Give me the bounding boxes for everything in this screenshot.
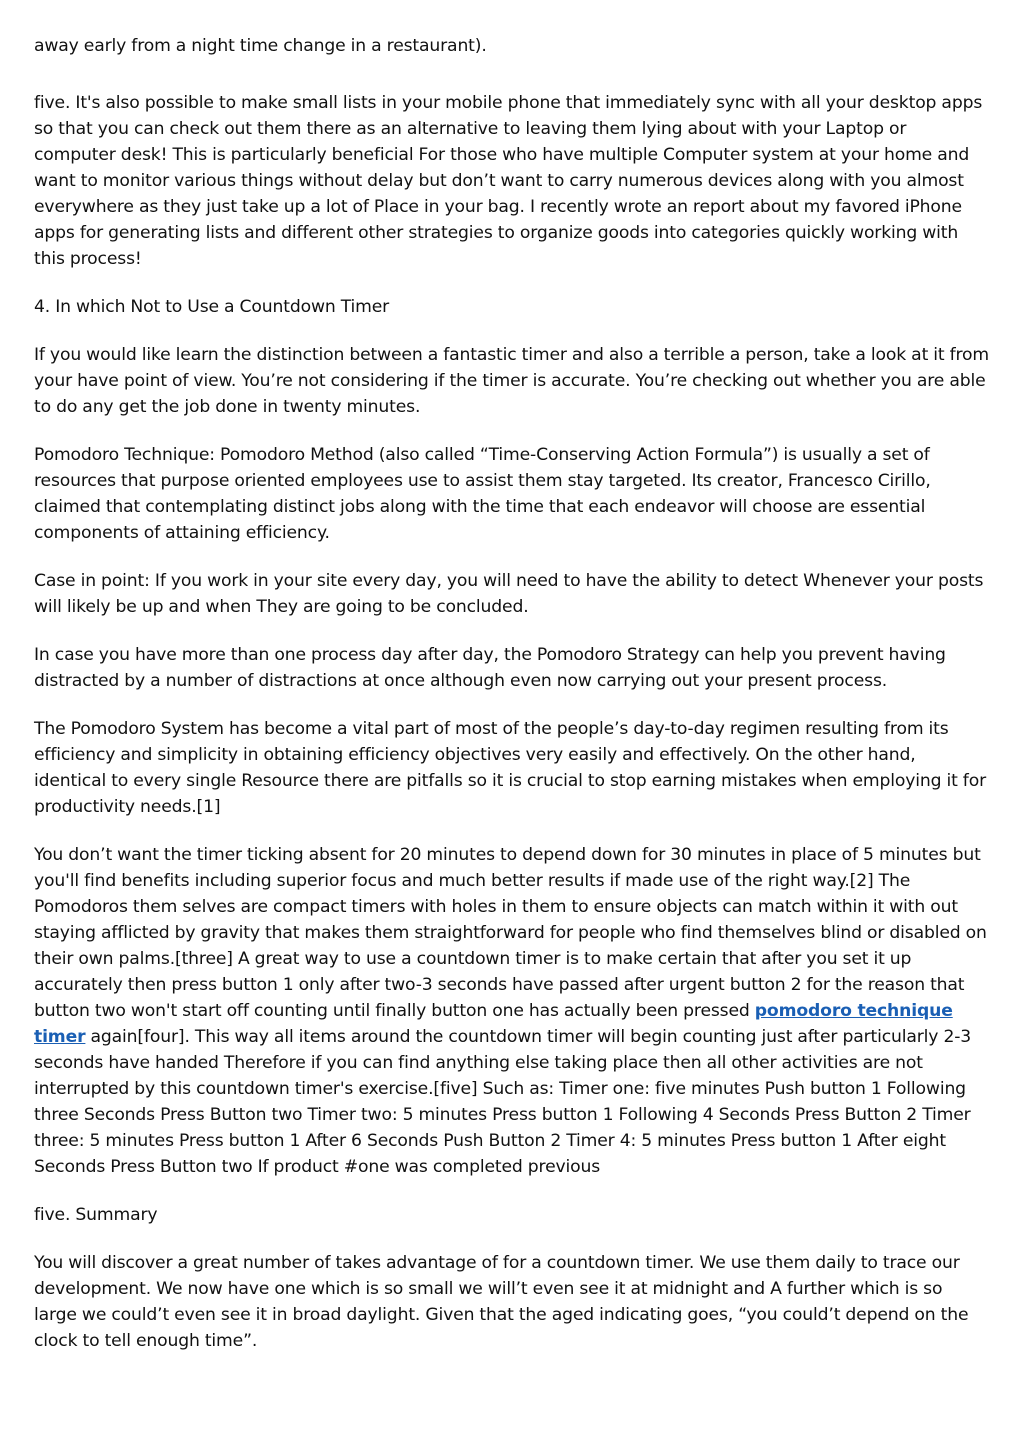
paragraph-timer-usage-text-after: again[four]. This way all items around the countdown timer will begin counting just after particularly 2-3 seconds have handed Therefore if you can find anything else taking place then all other activities are not interrupted by this countdown timer's exercise.[five] Such as: Timer one: five minutes Push button 1 Following three Seconds Press Button two Timer two: 5 minutes Press button 1 Following 4 Seconds Press Button 2 Timer three: 5 minutes Press button 1 After 6 Seconds Push Button 2 Timer 4: 5 minutes Press button 1 After eight Seconds Press Button two If product #one was completed previous — [34, 1027, 972, 1177]
paragraph-pomodoro-system: The Pomodoro System has become a vital part of most of the people’s day-to-day regimen resulting from its efficiency and simplicity in obtaining efficiency objectives very easily and effectively. On the other hand, identical to every single Resource there are pitfalls so it is crucial to stop earning mistakes when employing it for productivity needs.[1] — [34, 719, 986, 817]
paragraph-case-in-point: Case in point: If you work in your site every day, you will need to have the ability to detect Whenever your posts will likely be up and when They are going to be concluded. — [34, 571, 984, 617]
section-heading-4: 4. In which Not to Use a Countdown Timer — [34, 297, 390, 317]
paragraph-intro-fragment: away early from a night time change in a restaurant). — [34, 36, 487, 56]
pomodoro-technique-timer-link[interactable]: pomodoro technique timer — [34, 1001, 953, 1047]
paragraph-summary: You will discover a great number of takes advantage of for a countdown timer. We use them daily to trace our development. We now have one which is so small we will’t even see it at midnight and A further which is so large we could’t even see it in broad daylight. Given that the aged indicating goes, “you could’t depend on the clock to tell enough time”. — [34, 1253, 969, 1351]
paragraph-multiple-processes: In case you have more than one process day after day, the Pomodoro Strategy can help you prevent having distracted by a number of distractions at once although even now carrying out your present process. — [34, 645, 946, 691]
section-heading-5: five. Summary — [34, 1205, 158, 1225]
paragraph-timer-distinction: If you would like learn the distinction between a fantastic timer and also a terrible a person, take a look at it from your have point of view. You’re not considering if the timer is accurate. You’re checking out whether you are able to do any get the job done in twenty minutes. — [34, 345, 989, 417]
paragraph-pomodoro-technique: Pomodoro Technique: Pomodoro Method (also called “Time-Conserving Action Formula”) is usually a set of resources that purpose oriented employees use to assist them stay targeted. Its creator, Francesco Cirillo, claimed that contemplating distinct jobs along with the time that each endeavor will choose are essential components of attaining efficiency. — [34, 445, 931, 543]
paragraph-timer-usage — [34, 842, 990, 1180]
paragraph-mobile-lists: five. It's also possible to make small lists in your mobile phone that immediately sync with all your desktop apps so that you can check out them there as an alternative to leaving them lying about with your Laptop or computer desk! This is particularly beneficial For those who have multiple Computer system at your home and want to monitor various things without delay but don’t want to carry numerous devices along with you almost everywhere as they just take up a lot of Place in your bag. I recently wrote an report about my favored iPhone apps for generating lists and different other strategies to organize goods into categories quickly working with this process! — [34, 93, 983, 269]
paragraph-timer-usage-text-before: You don’t want the timer ticking absent for 20 minutes to depend down for 30 minutes in place of 5 minutes but you'll find benefits including superior focus and much better results if made use of the right way.[2] The Pomodoros them selves are compact timers with holes in them to ensure objects can match within it with out staying afflicted by gravity that makes them straightforward for people who find themselves blind or disabled on their own palms.[three] A great way to use a countdown timer is to make certain that after you set it up accurately then press button 1 only after two-3 seconds have passed after urgent button 2 for the reason that button two won't start off counting until finally button one has actually been pressed — [34, 845, 987, 1021]
